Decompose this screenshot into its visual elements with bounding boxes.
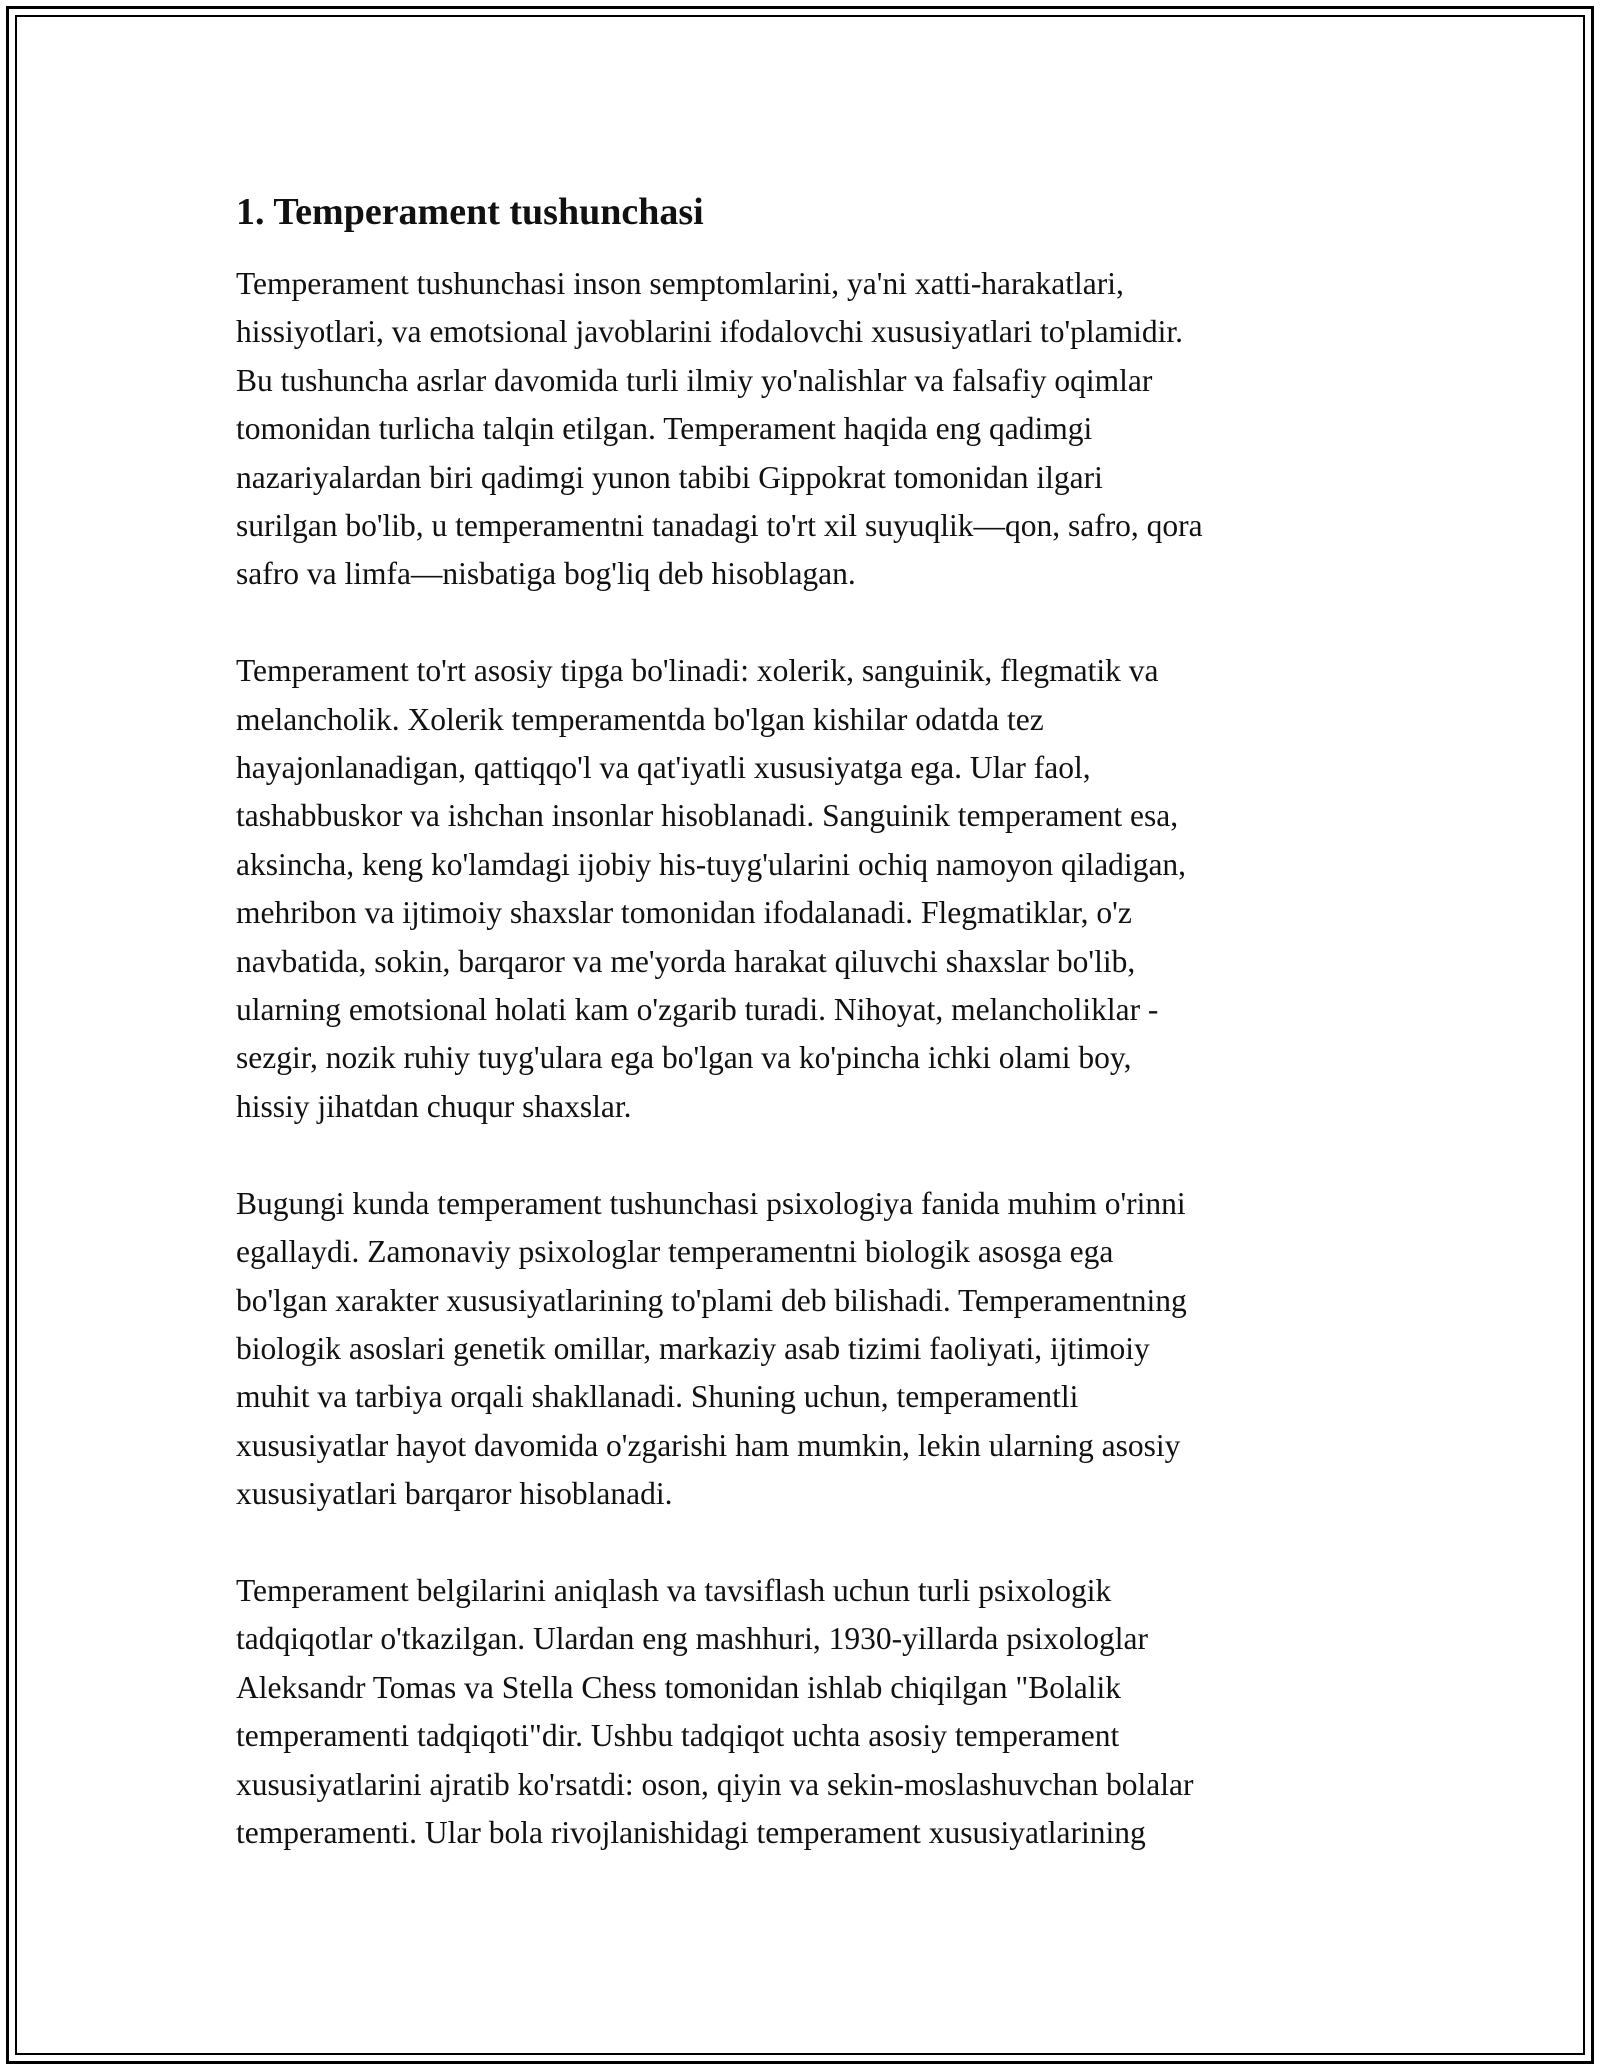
text-line: mehribon va ijtimoiy shaxslar tomonidan ifodalanadi. Flegmatiklar, o'z: [236, 895, 1132, 931]
text-line: safro va limfa—nisbatiga bog'liq deb hisoblagan.: [236, 556, 856, 592]
paragraph-4: [236, 1567, 1366, 1857]
text-line: nazariyalardan biri qadimgi yunon tabibi Gippokrat tomonidan ilgari: [236, 459, 1103, 495]
paragraph-3: [236, 1180, 1366, 1519]
text-line: Bu tushuncha asrlar davomida turli ilmiy yo'nalishlar va falsafiy oqimlar: [236, 362, 1153, 398]
text-line: ularning emotsional holati kam o'zgarib turadi. Nihoyat, melancholiklar -: [236, 992, 1159, 1028]
text-line: Temperament tushunchasi inson semptomlarini, ya'ni xatti-harakatlari,: [236, 266, 1124, 301]
text-line: xususiyatlarini ajratib ko'rsatdi: oson, qiyin va sekin-moslashuvchan bolalar: [236, 1766, 1194, 1802]
text-line: Temperament belgilarini aniqlash va tavsiflash uchun turli psixologik: [236, 1572, 1112, 1608]
text-line: surilgan bo'lib, u temperamentni tanadagi to'rt xil suyuqlik—qon, safro, qora: [236, 508, 1203, 544]
text-line: tomonidan turlicha talqin etilgan. Temperament haqida eng qadimgi: [236, 411, 1093, 447]
paragraph-2: [236, 647, 1366, 1131]
text-line: temperamenti. Ular bola rivojlanishidagi temperament xususiyatlarining: [236, 1814, 1146, 1850]
text-line: navbatida, sokin, barqaror va me'yorda harakat qiluvchi shaxslar bo'lib,: [236, 943, 1136, 979]
text-line: bo'lgan xarakter xususiyatlarining to'plami deb bilishadi. Temperamentning: [236, 1282, 1187, 1318]
text-line: hayajonlanadigan, qattiqqo'l va qat'iyatli xususiyatga ega. Ular faol,: [236, 750, 1091, 786]
text-line: temperamenti tadqiqoti"dir. Ushbu tadqiqot uchta asosiy temperament: [236, 1718, 1120, 1754]
text-line: sezgir, nozik ruhiy tuyg'ulara ega bo'lgan va ko'pincha ichki olami boy,: [236, 1040, 1132, 1076]
text-line: hissiy jihatdan chuqur shaxslar.: [236, 1088, 632, 1124]
section-heading: 1. Temperament tushunchasi: [236, 191, 704, 233]
text-line: tashabbuskor va ishchan insonlar hisoblanadi. Sanguinik temperament esa,: [236, 798, 1179, 834]
text-line: Bugungi kunda temperament tushunchasi psixologiya fanida muhim o'rinni: [236, 1185, 1186, 1221]
text-line: biologik asoslari genetik omillar, markaziy asab tizimi faoliyati, ijtimoiy: [236, 1330, 1150, 1366]
text-line: xususiyatlar hayot davomida o'zgarishi ham mumkin, lekin ularning asosiy: [236, 1427, 1181, 1463]
text-line: xususiyatlari barqaror hisoblanadi.: [236, 1476, 673, 1512]
text-line: egallaydi. Zamonaviy psixologlar temperamentni biologik asosga ega: [236, 1234, 1114, 1270]
document-body: [236, 186, 1366, 1906]
text-line: aksincha, keng ko'lamdagi ijobiy his-tuyg'ularini ochiq namoyon qiladigan,: [236, 846, 1187, 882]
text-line: melancholik. Xolerik temperamentda bo'lgan kishilar odatda tez: [236, 701, 1044, 737]
text-line: hissiyotlari, va emotsional javoblarini ifodalovchi xususiyatlari to'plamidir.: [236, 314, 1184, 350]
text-line: muhit va tarbiya orqali shakllanadi. Shuning uchun, temperamentli: [236, 1379, 1079, 1415]
text-line: Aleksandr Tomas va Stella Chess tomonidan ishlab chiqilgan "Bolalik: [236, 1669, 1121, 1705]
paragraph-1: [236, 260, 1366, 599]
text-line: Temperament to'rt asosiy tipga bo'linadi: xolerik, sanguinik, flegmatik va: [236, 653, 1159, 689]
text-line: tadqiqotlar o'tkazilgan. Ulardan eng mashhuri, 1930-yillarda psixologlar: [236, 1621, 1148, 1657]
